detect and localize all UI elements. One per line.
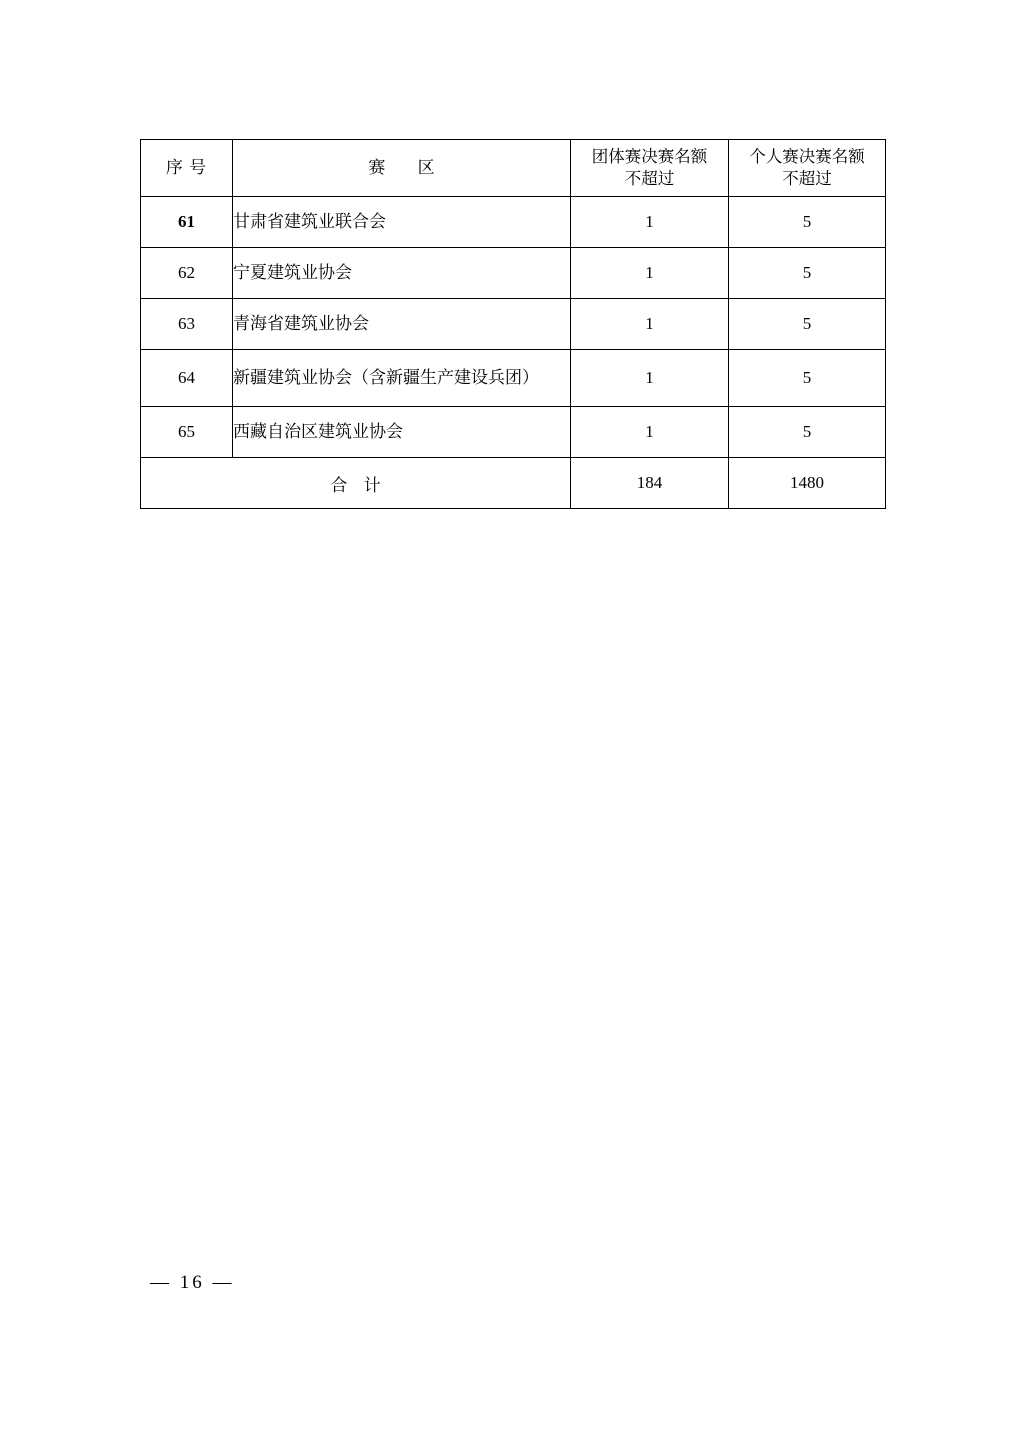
table-header-row <box>141 140 886 197</box>
row-area: 西藏自治区建筑业协会 <box>233 407 571 458</box>
total-label: 合 计 <box>141 458 571 509</box>
row-index: 61 <box>141 197 233 248</box>
header-index: 序 号 <box>141 140 233 197</box>
row-index: 65 <box>141 407 233 458</box>
row-team-quota: 1 <box>571 299 729 350</box>
row-team-quota: 1 <box>571 248 729 299</box>
row-individual-quota: 5 <box>729 407 886 458</box>
row-individual-quota: 5 <box>729 299 886 350</box>
row-index: 64 <box>141 350 233 407</box>
row-index: 62 <box>141 248 233 299</box>
total-team-quota: 184 <box>571 458 729 509</box>
table-row <box>141 350 886 407</box>
row-individual-quota: 5 <box>729 350 886 407</box>
table-row <box>141 248 886 299</box>
table-row <box>141 197 886 248</box>
page-number: — 16 — <box>150 1272 235 1293</box>
quota-table <box>140 139 886 509</box>
header-individual-quota-line2: 不超过 <box>782 169 832 188</box>
row-team-quota: 1 <box>571 197 729 248</box>
header-area: 赛 区 <box>233 140 571 197</box>
table-row <box>141 407 886 458</box>
total-individual-quota: 1480 <box>729 458 886 509</box>
row-individual-quota: 5 <box>729 197 886 248</box>
row-area: 宁夏建筑业协会 <box>233 248 571 299</box>
row-team-quota: 1 <box>571 407 729 458</box>
header-team-quota <box>571 140 729 197</box>
header-team-quota-line2: 不超过 <box>624 169 675 188</box>
row-area: 新疆建筑业协会（含新疆生产建设兵团） <box>233 350 571 407</box>
row-team-quota: 1 <box>571 350 729 407</box>
table-total-row <box>141 458 886 509</box>
header-individual-quota <box>729 140 886 197</box>
row-area: 甘肃省建筑业联合会 <box>233 197 571 248</box>
row-index: 63 <box>141 299 233 350</box>
row-area: 青海省建筑业协会 <box>233 299 571 350</box>
header-individual-quota-line1: 个人赛决赛名额 <box>749 146 865 166</box>
header-team-quota-line1: 团体赛决赛名额 <box>591 146 708 166</box>
row-individual-quota: 5 <box>729 248 886 299</box>
table-row <box>141 299 886 350</box>
